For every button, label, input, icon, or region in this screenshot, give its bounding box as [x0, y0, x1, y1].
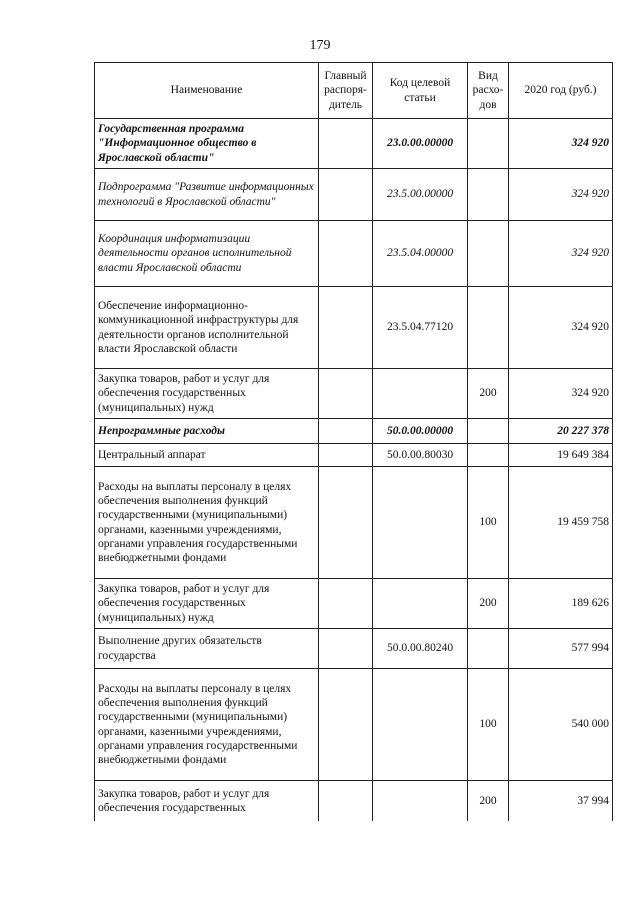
cell-name: Закупка товаров, работ и услуг для обеспечения государственных (муниципальных) нужд	[95, 579, 319, 629]
cell-main-manager	[319, 444, 373, 467]
cell-sum: 324 920	[509, 369, 613, 419]
cell-name: Расходы на выплаты персоналу в целях обеспечения выполнения функций государственными (муниципальными) органами, казенными учреждениями, органами управления государственными внебюджетными фондами	[95, 467, 319, 579]
cell-name: Государственная программа "Информационное общество в Ярославской области"	[95, 119, 319, 169]
cell-main-manager	[319, 119, 373, 169]
table-row	[95, 419, 613, 444]
cell-target-code	[373, 369, 468, 419]
cell-name: Выполнение других обязательств государства	[95, 629, 319, 669]
table-header-row	[95, 63, 613, 119]
cell-expense-type	[468, 419, 509, 444]
cell-name: Координация информатизации деятельности органов исполнительной власти Ярославской области	[95, 221, 319, 287]
cell-expense-type: 100	[468, 467, 509, 579]
cell-main-manager	[319, 467, 373, 579]
table-row	[95, 444, 613, 467]
cell-target-code	[373, 781, 468, 821]
cell-expense-type: 200	[468, 369, 509, 419]
cell-name: Закупка товаров, работ и услуг для обеспечения государственных (муниципальных) нужд	[95, 369, 319, 419]
cell-main-manager	[319, 669, 373, 781]
cell-main-manager	[319, 169, 373, 221]
cell-name: Подпрограмма "Развитие информационных технологий в Ярославской области"	[95, 169, 319, 221]
cell-expense-type: 200	[468, 781, 509, 821]
cell-main-manager	[319, 419, 373, 444]
cell-target-code: 50.0.00.80240	[373, 629, 468, 669]
cell-main-manager	[319, 221, 373, 287]
cell-sum: 37 994	[509, 781, 613, 821]
cell-expense-type	[468, 629, 509, 669]
cell-sum: 540 000	[509, 669, 613, 781]
header-target-code: Код целевой статьи	[373, 63, 468, 119]
cell-target-code: 23.0.00.00000	[373, 119, 468, 169]
table-row	[95, 781, 613, 821]
cell-sum: 19 649 384	[509, 444, 613, 467]
cell-main-manager	[319, 629, 373, 669]
cell-target-code: 23.5.04.00000	[373, 221, 468, 287]
header-main-manager: Главный распоря-дитель	[319, 63, 373, 119]
cell-sum: 20 227 378	[509, 419, 613, 444]
cell-expense-type: 100	[468, 669, 509, 781]
table-row	[95, 669, 613, 781]
cell-target-code	[373, 467, 468, 579]
cell-target-code	[373, 579, 468, 629]
cell-expense-type	[468, 287, 509, 369]
table-row	[95, 221, 613, 287]
cell-sum: 324 920	[509, 287, 613, 369]
cell-name: Центральный аппарат	[95, 444, 319, 467]
cell-expense-type: 200	[468, 579, 509, 629]
cell-sum: 324 920	[509, 221, 613, 287]
budget-table	[94, 62, 613, 821]
header-expense-type: Вид расхо-дов	[468, 63, 509, 119]
header-name: Наименование	[95, 63, 319, 119]
page-number: 179	[309, 38, 331, 53]
table-row	[95, 369, 613, 419]
table-row	[95, 287, 613, 369]
cell-name: Обеспечение информационно-коммуникационной инфраструктуры для деятельности органов исполнительной власти Ярославской области	[95, 287, 319, 369]
table-row	[95, 629, 613, 669]
cell-target-code	[373, 669, 468, 781]
cell-name: Непрограммные расходы	[95, 419, 319, 444]
cell-expense-type	[468, 221, 509, 287]
cell-sum: 189 626	[509, 579, 613, 629]
table-row	[95, 579, 613, 629]
cell-sum: 324 920	[509, 119, 613, 169]
cell-target-code: 50.0.00.00000	[373, 419, 468, 444]
cell-expense-type	[468, 444, 509, 467]
table-row	[95, 169, 613, 221]
cell-main-manager	[319, 579, 373, 629]
table-row	[95, 467, 613, 579]
cell-sum: 324 920	[509, 169, 613, 221]
cell-name: Расходы на выплаты персоналу в целях обеспечения выполнения функций государственными (муниципальными) органами, казенными учреждениями, органами управления государственными внебюджетными фондами	[95, 669, 319, 781]
table-row	[95, 119, 613, 169]
cell-target-code: 50.0.00.80030	[373, 444, 468, 467]
cell-main-manager	[319, 287, 373, 369]
cell-target-code: 23.5.04.77120	[373, 287, 468, 369]
cell-expense-type	[468, 119, 509, 169]
cell-main-manager	[319, 369, 373, 419]
header-year-sum: 2020 год (руб.)	[509, 63, 613, 119]
cell-name: Закупка товаров, работ и услуг для обеспечения государственных	[95, 781, 319, 821]
cell-main-manager	[319, 781, 373, 821]
cell-target-code: 23.5.00.00000	[373, 169, 468, 221]
cell-sum: 19 459 758	[509, 467, 613, 579]
cell-sum: 577 994	[509, 629, 613, 669]
cell-expense-type	[468, 169, 509, 221]
